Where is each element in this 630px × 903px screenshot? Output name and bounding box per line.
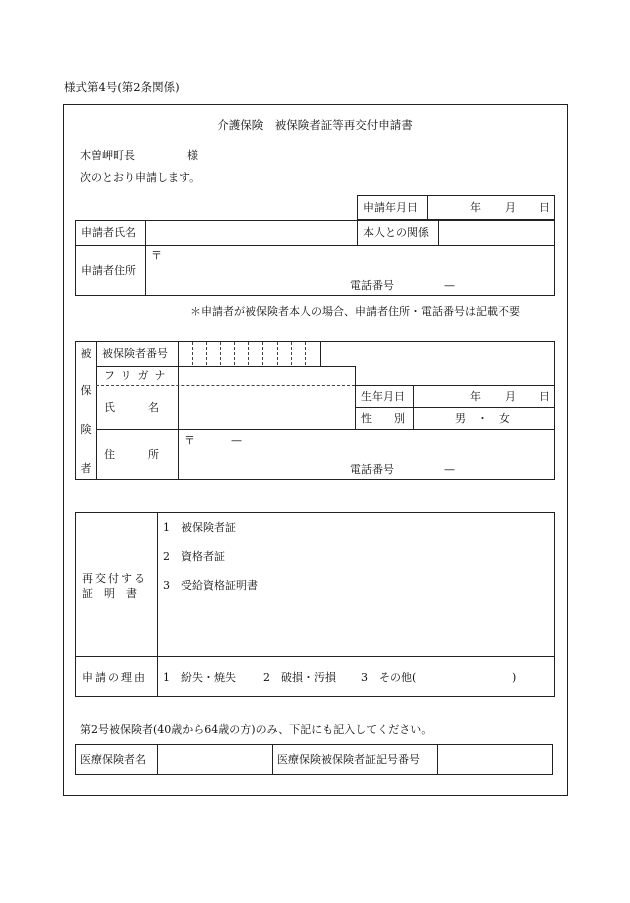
relation-field[interactable] <box>439 221 554 244</box>
reissue-label-2: 証 明 書 <box>82 587 137 600</box>
sex-label: 性 別 <box>361 412 405 425</box>
insured-number-field[interactable] <box>179 342 320 365</box>
applicant-phone-sep: — <box>444 279 455 292</box>
applicant-name-label: 申請者氏名 <box>81 226 136 239</box>
form-number: 様式第4号(第2条関係) <box>64 80 180 94</box>
postal-mark: 〒 <box>151 249 162 262</box>
applicant-phone-label: 電話番号 <box>350 279 394 292</box>
dob-year-unit: 年 <box>470 390 481 403</box>
application-date-field[interactable] <box>428 196 554 219</box>
insured-number-label: 被保険者番号 <box>102 347 168 360</box>
reason-lost[interactable]: 1 紛失・焼失 <box>163 671 236 684</box>
insured-phone-label: 電話番号 <box>350 463 394 476</box>
reason-other[interactable]: 3 その他( <box>361 671 417 684</box>
dob-day-unit: 日 <box>539 390 550 403</box>
medical-insurer-field[interactable] <box>158 745 271 774</box>
section-char-1: 被 <box>80 347 92 360</box>
applicant-name-field[interactable] <box>146 221 356 244</box>
date-year-unit: 年 <box>470 201 481 214</box>
reason-other-field[interactable] <box>423 667 511 687</box>
applicant-note: ＊申請者が被保険者本人の場合、申請者住所・電話番号は記載不要 <box>190 305 520 318</box>
medical-insurer-label: 医療保険者名 <box>80 753 146 766</box>
relation-label: 本人との関係 <box>363 226 429 239</box>
secondary-insured-note: 第2号被保険者(40歳から64歳の方)のみ、下記にも記入してください。 <box>80 723 433 736</box>
reason-damaged[interactable]: 2 破損・汚損 <box>263 671 336 684</box>
insured-phone-sep: — <box>444 463 455 476</box>
dob-label: 生年月日 <box>361 390 405 403</box>
reissue-label-1: 再交付する <box>82 572 147 585</box>
insured-address-label: 住 所 <box>104 448 159 461</box>
form-title: 介護保険 被保険者証等再交付申請書 <box>217 118 413 132</box>
furigana-label: フリガナ <box>104 369 172 382</box>
reissue-item-3[interactable]: 3 受給資格証明書 <box>163 579 258 592</box>
furigana-field[interactable] <box>179 367 354 384</box>
insured-postal-sep: — <box>231 434 242 447</box>
reissue-item-2[interactable]: 2 資格者証 <box>163 550 225 563</box>
section-char-2: 保 <box>80 384 92 397</box>
section-char-3: 険 <box>80 423 92 436</box>
reason-label: 申請の理由 <box>82 671 147 684</box>
sex-options[interactable]: 男 ・ 女 <box>455 412 510 425</box>
medical-number-field[interactable] <box>438 745 552 774</box>
date-day-unit: 日 <box>539 201 550 214</box>
medical-number-label: 医療保険被保険者証記号番号 <box>277 753 420 766</box>
section-char-4: 者 <box>80 462 92 475</box>
date-month-unit: 月 <box>505 201 516 214</box>
insured-postal-mark: 〒 <box>184 434 195 447</box>
dob-month-unit: 月 <box>505 390 516 403</box>
insured-name-label: 氏 名 <box>104 401 159 414</box>
applicant-address-label: 申請者住所 <box>81 264 136 277</box>
reason-other-close: ) <box>512 671 517 684</box>
application-date-label: 申請年月日 <box>363 201 418 214</box>
reissue-item-1[interactable]: 1 被保険者証 <box>163 521 236 534</box>
honorific: 様 <box>187 149 198 162</box>
dob-field[interactable] <box>414 386 554 406</box>
addressee: 木曽岬町長 <box>80 149 135 162</box>
insured-name-field[interactable] <box>179 386 354 428</box>
intro-text: 次のとおり申請します。 <box>80 171 201 184</box>
